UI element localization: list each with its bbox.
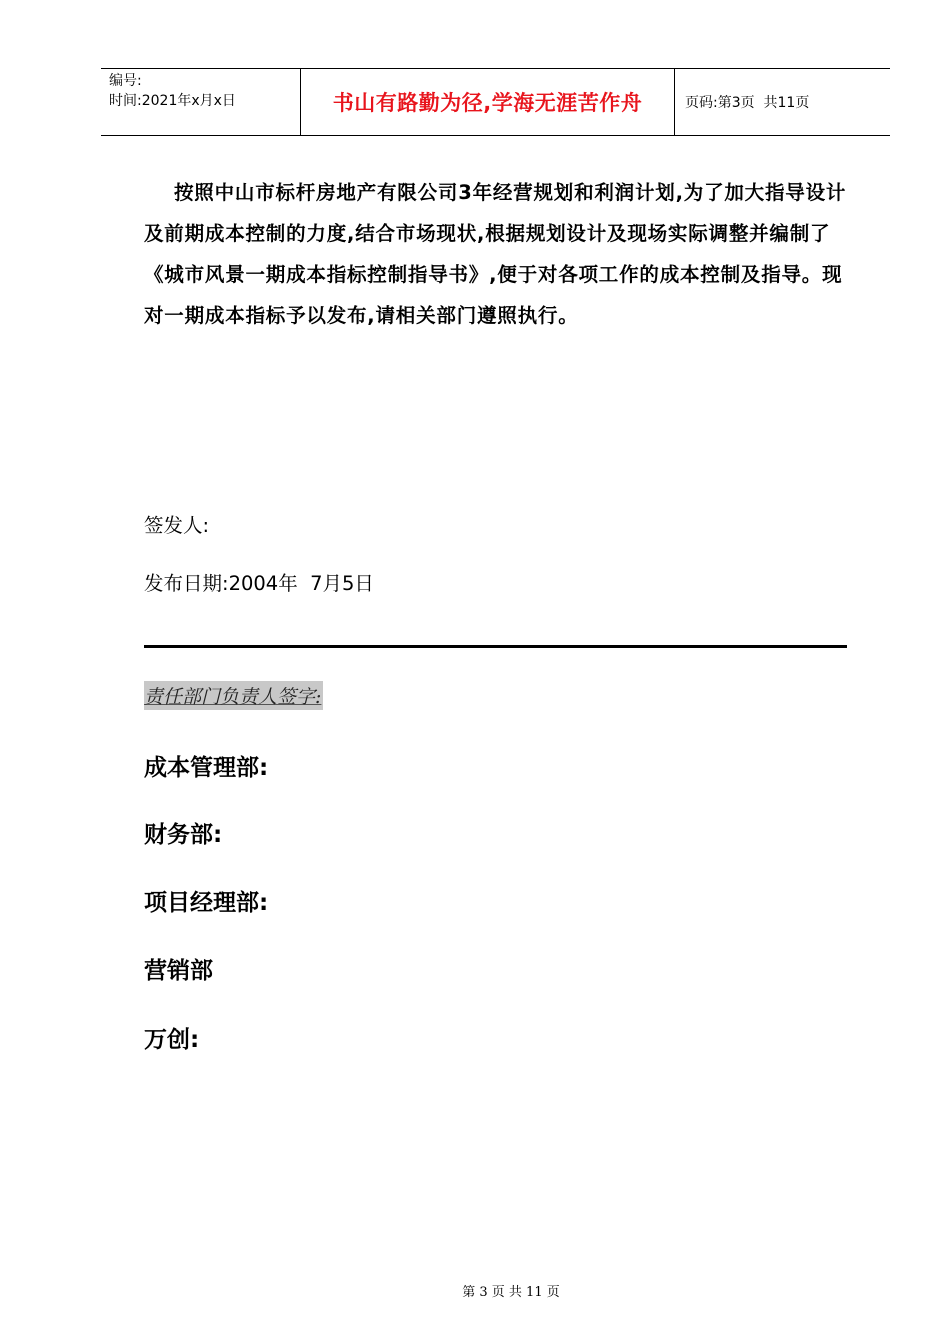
divider-line xyxy=(144,645,847,648)
time-label: 时间:2021年x月x日 xyxy=(109,93,236,109)
dept-finance: 财务部: xyxy=(144,822,223,848)
header-page-info: 页码:第3页 共11页 xyxy=(685,95,810,111)
responsibility-label: 责任部门负责人签字: xyxy=(144,681,323,710)
header-meta-cell xyxy=(101,69,301,135)
header-page-cell xyxy=(675,69,890,135)
dept-cost-management: 成本管理部: xyxy=(144,755,269,781)
page-footer: 第 3 页 共 11 页 xyxy=(462,1285,560,1300)
dept-wanchuang: 万创: xyxy=(144,1027,200,1053)
publish-date: 发布日期:2004年 7月5日 xyxy=(144,572,374,595)
header-motto-cell xyxy=(301,69,675,135)
dept-project-management: 项目经理部: xyxy=(144,890,269,916)
dept-marketing: 营销部 xyxy=(144,958,213,984)
header-motto: 书山有路勤为径,学海无涯苦作舟 xyxy=(332,91,643,115)
announcement-paragraph: 按照中山市标杆房地产有限公司3年经营规划和利润计划,为了加大指导设计及前期成本控制的力度,结合市场现状,根据规划设计及现场实际调整并编制了《城市风景一期成本指标控制指导书》,便于对各项工作的成本控制及指导。现对一期成本指标予以发布,请相关部门遵照执行。 xyxy=(144,181,847,327)
signer-label: 签发人: xyxy=(144,514,210,537)
serial-number-label: 编号: xyxy=(109,73,142,89)
page-header xyxy=(101,68,890,136)
